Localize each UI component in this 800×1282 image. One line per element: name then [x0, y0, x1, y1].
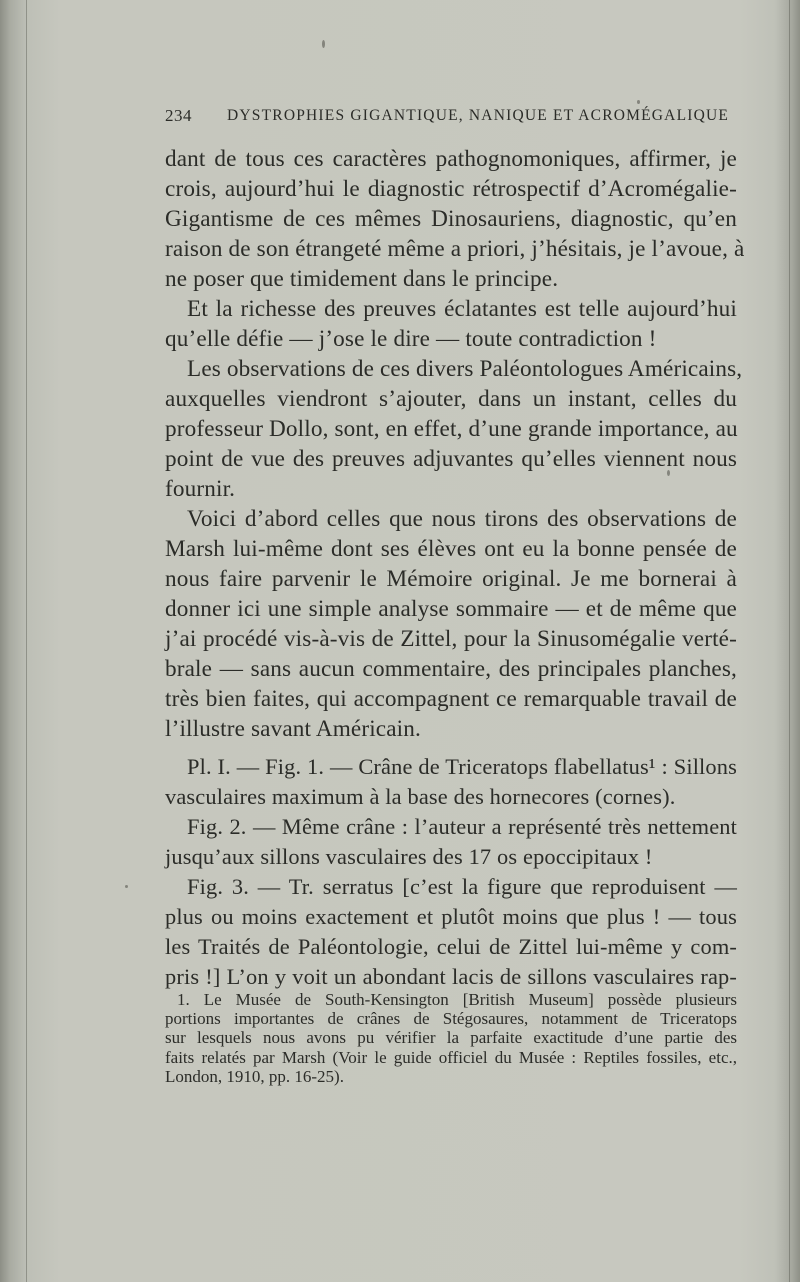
text-line: brale — sans aucun commentaire, des principales planches,	[165, 656, 737, 682]
text-line: Les observations de ces divers Paléontologues Américains,	[187, 356, 743, 382]
plate-line: plus ou moins exactement et plutôt moins que plus ! — tous	[165, 904, 737, 929]
text-line: dant de tous ces caractères pathognomoniques, affirmer, je	[165, 146, 737, 172]
text-line: Marsh lui-même dont ses élèves ont eu la bonne pensée de	[165, 536, 737, 562]
text-line: ne poser que timidement dans le principe.	[165, 266, 559, 292]
text-line: l’illustre savant Américain.	[165, 716, 421, 742]
scan-speck	[637, 100, 640, 104]
main-text	[165, 144, 745, 744]
text-line: professeur Dollo, sont, en effet, d’une grande importance, au	[165, 416, 738, 442]
footnote-line: sur lesquels nous avons pu vérifier la parfaite exactitude d’une partie des	[165, 1028, 737, 1048]
text-line: j’ai procédé vis-à-vis de Zittel, pour la Sinusomégalie verté-	[165, 626, 737, 652]
plate-line: Fig. 3. — Tr. serratus [c’est la figure que reproduisent —	[187, 874, 737, 899]
text-line: auxquelles viendront s’ajouter, dans un instant, celles du	[165, 386, 737, 412]
text-line: fournir.	[165, 476, 236, 502]
scan-speck	[322, 40, 325, 48]
binding-edge	[26, 0, 27, 1282]
text-line: Et la richesse des preuves éclatantes est telle aujourd’hui	[187, 296, 737, 322]
plate-descriptions	[165, 752, 737, 992]
text-line: Gigantisme de ces mêmes Dinosauriens, diagnostic, qu’en	[165, 206, 737, 232]
running-header	[165, 106, 745, 132]
text-line: très bien faites, qui accompagnent ce remarquable travail de	[165, 686, 737, 712]
text-line: point de vue des preuves adjuvantes qu’elles viennent nous	[165, 446, 737, 472]
scan-speck	[125, 885, 128, 888]
footnote-line: faits relatés par Marsh (Voir le guide officiel du Musée : Reptiles fossiles, etc.,	[165, 1047, 737, 1067]
footnote-line: 1. Le Musée de South-Kensington [British Museum] possède plusieurs	[177, 990, 737, 1009]
plate-line: Fig. 2. — Même crâne : l’auteur a représenté très nettement	[187, 814, 737, 839]
page-edge	[789, 0, 790, 1282]
plate-line: Pl. I. — Fig. 1. — Crâne de Triceratops flabellatus¹ : Sillons	[187, 754, 737, 779]
text-line: crois, aujourd’hui le diagnostic rétrospectif d’Acromégalie-	[165, 176, 737, 202]
text-line: donner ici une simple analyse sommaire — et de même que	[165, 596, 737, 622]
footnote-line: London, 1910, pp. 16-25).	[165, 1066, 344, 1086]
plate-line: vasculaires maximum à la base des hornecores (cornes).	[165, 784, 676, 809]
text-line: nous faire parvenir le Mémoire original. Je me bornerai à	[165, 566, 737, 592]
text-line: Voici d’abord celles que nous tirons des observations de	[187, 506, 737, 532]
plate-line: les Traités de Paléontologie, celui de Zittel lui-même y com-	[165, 934, 737, 959]
scan-speck	[667, 470, 670, 476]
running-title: DYSTROPHIES GIGANTIQUE, NANIQUE ET ACROMÉGALIQUE	[227, 107, 730, 124]
plate-line: pris !] L’on y voit un abondant lacis de sillons vasculaires rap-	[165, 964, 737, 989]
page-number: 234	[165, 106, 192, 125]
footnote	[165, 990, 737, 1086]
text-line: raison de son étrangeté même a priori, j’hésitais, je l’avoue, à	[165, 236, 745, 262]
text-line: qu’elle défie — j’ose le dire — toute contradiction !	[165, 326, 657, 352]
plate-line: jusqu’aux sillons vasculaires des 17 os epoccipitaux !	[165, 844, 653, 869]
footnote-line: portions importantes de crânes de Stégosaures, notamment de Triceratops	[165, 1009, 737, 1029]
